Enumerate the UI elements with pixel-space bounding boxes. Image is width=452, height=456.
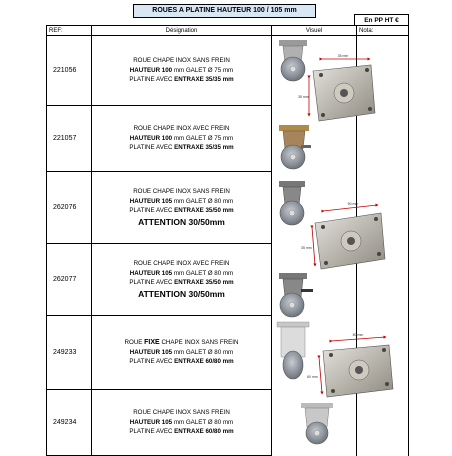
designation-cell [92,244,272,316]
ref-cell: 262076 [47,172,92,244]
desc-height: HAUTEUR 100 mm GALET Ø 75 mm [129,66,234,74]
dimension-label: 35 mm [301,246,312,250]
designation-cell [92,172,272,244]
price-column-header: En PP HT € [354,14,409,26]
desc-plate: PLATINE AVEC ENTRAXE 60/80 mm [129,358,234,366]
ref-cell: 249233 [47,316,92,390]
desc-plate: PLATINE AVEC ENTRAXE 35/50 mm [129,207,234,215]
desc-height: HAUTEUR 105 mm GALET Ø 80 mm [129,348,234,356]
designation-cell [92,316,272,390]
fixed-wheel-icon [277,322,309,379]
desc-plate: PLATINE AVEC ENTRAXE 60/80 mm [129,428,234,436]
designation-cell [92,36,272,106]
product-sheet [46,25,408,446]
mounting-plate-icon [298,54,375,121]
col-visuel: Visuel [272,26,357,36]
desc-height: HAUTEUR 105 mm GALET Ø 80 mm [129,269,234,277]
dimension-label: 35 mm [298,95,309,99]
attention-note: ATTENTION 30/50mm [138,216,225,227]
col-nota: Nota: [357,26,409,36]
desc-plate: PLATINE AVEC ENTRAXE 35/35 mm [129,144,234,152]
ref-cell: 249234 [47,390,92,456]
desc-height: HAUTEUR 100 mm GALET Ø 75 mm [129,134,234,142]
dimension-label: 60 mm [307,375,318,379]
desc-plate: PLATINE AVEC ENTRAXE 35/50 mm [129,279,234,287]
page-title: ROUES A PLATINE HAUTEUR 100 / 105 mm [133,4,316,18]
desc-plate: PLATINE AVEC ENTRAXE 35/35 mm [129,76,234,84]
table-header-row [47,26,409,36]
col-designation: Désignation [92,26,272,36]
caster-wheel-icon [279,40,307,81]
desc-height: HAUTEUR 105 mm GALET Ø 80 mm [129,197,234,205]
visual-layer [271,35,408,446]
col-ref: REF: [47,26,92,36]
product-illustrations [271,35,408,446]
dimension-label: 80 mm [352,333,364,337]
dimension-label: 50 mm [347,202,359,206]
caster-wheel-brake-icon [279,125,311,169]
dimension-label: 35 mm [337,54,349,58]
desc-line: ROUE CHAPE INOX SANS FREIN [133,409,230,417]
caster-wheel-icon [279,181,305,225]
desc-line: ROUE FIXE CHAPE INOX SANS FREIN [124,339,239,347]
desc-line: ROUE CHAPE INOX SANS FREIN [133,188,230,196]
desc-line: ROUE CHAPE INOX AVEC FREIN [133,260,230,268]
ref-cell: 221057 [47,106,92,172]
desc-line: ROUE CHAPE INOX SANS FREIN [133,57,230,65]
ref-cell: 221056 [47,36,92,106]
designation-cell [92,106,272,172]
desc-height: HAUTEUR 105 mm GALET Ø 80 mm [129,418,234,426]
desc-line: ROUE CHAPE INOX AVEC FREIN [133,125,230,133]
caster-wheel-brake-icon [279,273,313,317]
caster-wheel-icon [301,403,333,444]
ref-cell: 262077 [47,244,92,316]
mounting-plate-icon [301,202,385,269]
designation-cell [92,390,272,456]
mounting-plate-icon [307,333,393,397]
attention-note: ATTENTION 30/50mm [138,288,225,299]
